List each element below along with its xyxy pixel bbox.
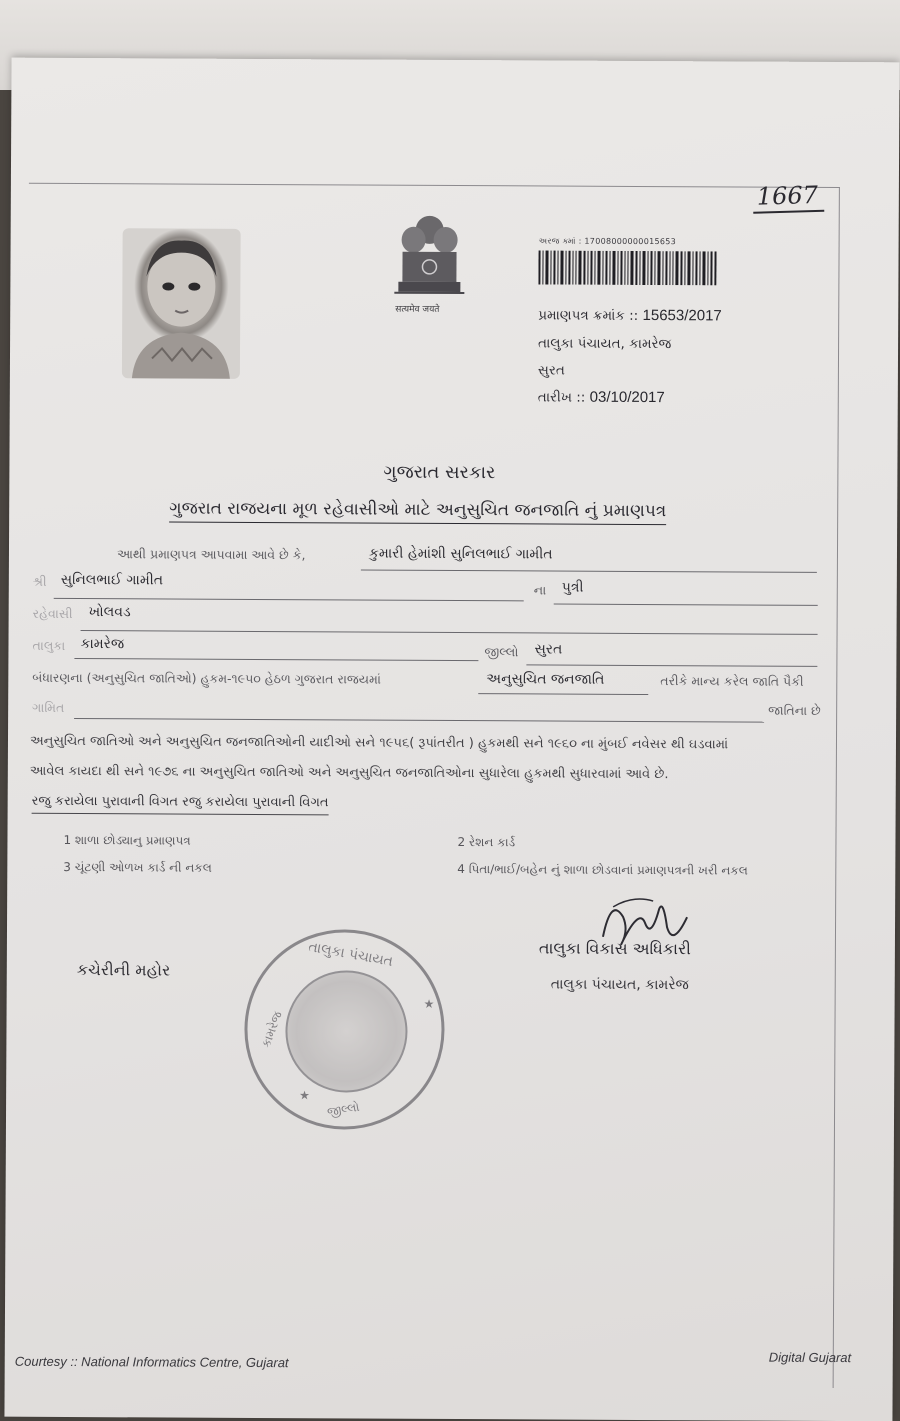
emblem-motto: सत्यमेव जयते xyxy=(395,304,440,315)
certificate-title: ગુજરાત રાજયના મૂળ રહેવાસીઓ માટે અનુસુચિત જનજાતિ નું પ્રમાણપત્ર xyxy=(169,499,666,526)
caste-suffix: જાતિના છે xyxy=(768,702,821,718)
office-seal-label: કચેરીની મહોર xyxy=(76,960,171,980)
applicant-name: કુમારી હેમાંશી સુનિલભાઈ ગામીત xyxy=(368,545,553,563)
issued-to-label: આથી પ્રમાણપત્ર આપવામા આવે છે કે, xyxy=(116,546,306,563)
taluka-value: કામરેજ xyxy=(80,636,125,653)
evidence-heading: રજુ કરાયેલા પુરાવાની વિગત રજુ કરાયેલા પુરાવાની વિગત xyxy=(32,794,329,816)
certificate-number: 15653/2017 xyxy=(642,306,722,325)
signatory-title: તાલુકા વિકાસ અધિકારી xyxy=(538,938,691,959)
certificate-page xyxy=(4,58,899,1421)
relation-value: પુત્રી xyxy=(561,579,584,596)
district-value: સુરત xyxy=(534,641,563,658)
issue-date-row xyxy=(538,388,665,406)
paragraph-line-2: આવેલ કાયદા થી સને ૧૯૭૬ ના અનુસુચિત જાતિઓ અને અનુસુચિત જનજાતિઓના સુધારેલા હુકમથી સુધારવામાં આવે છે. xyxy=(29,763,669,783)
place-name: સુરત xyxy=(537,362,565,379)
stamp-text-top: તાલુકા પંચાયત xyxy=(307,938,395,970)
certificate-number-label: પ્રમાણપત્ર ક્રમાંક :: xyxy=(538,307,639,324)
star-icon: ★ xyxy=(299,1088,310,1103)
star-icon: ★ xyxy=(423,996,435,1011)
applicant-photo xyxy=(122,228,241,379)
government-title: ગુજરાત સરકાર xyxy=(383,461,496,484)
taluka-label: તાલુકા xyxy=(32,637,66,653)
office-stamp xyxy=(244,929,445,1130)
certificate-number-row xyxy=(538,306,722,324)
evidence-item: 4 પિતા/ભાઈ/બહેન નું શાળા છોડવાનાં પ્રમાણપત્રની ખરી નકલ xyxy=(457,862,748,878)
office-name: તાલુકા પંચાયત, કામરેજ xyxy=(538,335,672,353)
issue-date-label: તારીખ :: xyxy=(537,389,586,406)
stamp-text-bottom: જીલ્લો xyxy=(326,1099,361,1120)
father-name: સુનિલભાઈ ગામીત xyxy=(60,571,164,589)
ashoka-emblem-icon xyxy=(388,208,471,316)
category-value: અનુસુચિત જનજાતિ xyxy=(486,671,605,688)
paragraph-line-1: અનુસુચિત જાતિઓ અને અનુસુચિત જનજાતિઓની યાદીઓ સને ૧૯૫૬( રૂપાંતરીત ) હુકમથી સને ૧૯૬૦ ના મુંબઈ નવેસર થી ઘડવામાં xyxy=(29,733,729,753)
caste-value: ગામિત xyxy=(32,699,65,715)
evidence-item: 3 ચૂંટણી ઓળખ કાર્ડ ની નકલ xyxy=(63,859,212,875)
village-value: ખોલવડ xyxy=(88,604,131,621)
evidence-item: 2 રેશન કાર્ડ xyxy=(457,835,516,850)
handwritten-number: 1667 xyxy=(752,181,824,214)
barcode-number: અરજ ક્માં : 17008000000015653 xyxy=(538,236,677,247)
stamp-center xyxy=(285,970,408,1093)
issue-date: 03/10/2017 xyxy=(589,388,665,407)
recognized-text: તરીકે માન્ય કરેલ જાતિ પૈકી xyxy=(660,673,804,689)
shri-label: શ્રી xyxy=(32,573,47,589)
evidence-item: 1 શાળા છોડ્યાનુ પ્રમાણપત્ર xyxy=(63,832,191,848)
stamp-text-left: કામરેજ xyxy=(258,1009,285,1050)
footer-courtesy: Courtesy :: National Informatics Centre, Gujarat xyxy=(14,1353,289,1371)
signatory-office: તાલુકા પંચાયત, કામરેજ xyxy=(550,976,689,994)
footer-brand: Digital Gujarat xyxy=(768,1349,852,1366)
order-text: બંધારણના (અનુસુચિત જાતિઓ) હુકમ-૧૯૫૦ હેઠળ ગુજરાત રાજયમાં xyxy=(32,669,381,687)
na-label: ના xyxy=(533,582,547,598)
resident-label: રહેવાસી xyxy=(32,605,73,622)
barcode-icon xyxy=(538,250,716,285)
district-label: જીલ્લો xyxy=(484,644,519,660)
